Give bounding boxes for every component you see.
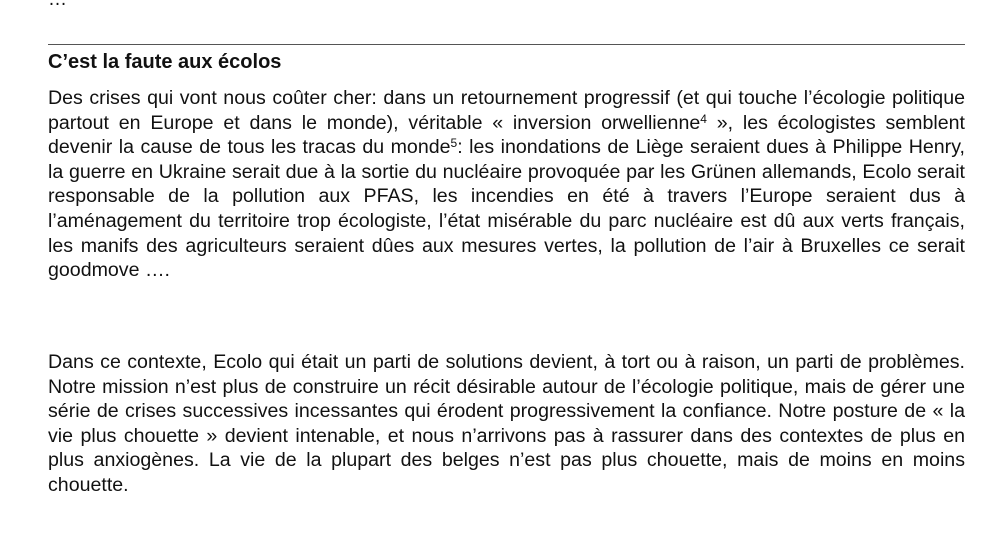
- footnote-ref-5[interactable]: 5: [450, 136, 458, 151]
- top-ellipsis: [48, 0, 68, 12]
- footnote-ref-4[interactable]: 4: [700, 111, 707, 126]
- section-title: C’est la faute aux écolos: [48, 51, 282, 73]
- paragraph-crises-part3: : les inondations de Liège seraient dues à Philippe Henry, la guerre en Ukraine serait due à la sortie du nucléaire provoquée par les Grünen allemands, Ecolo serait responsable de la pollution aux PFAS, les incendies en été à travers l’Europe seraient dus à l’aménagement du territoire trop écologiste, l’état misérable du parc nucléaire est dû aux verts français, les manifs des agriculteurs seraient dûes aux mesures vertes, la pollution de l’air à Bruxelles ce serait goodmove ….: [48, 136, 965, 282]
- section-divider: [48, 44, 965, 45]
- paragraph-crises-part2: », les écologistes semblent devenir la cause de tous les tracas du monde: [48, 111, 965, 159]
- paragraph-context: Dans ce contexte, Ecolo qui était un parti de solutions devient, à tort ou à raison, un parti de problèmes. Notre mission n’est plus de construire un récit désirable autour de l’écologie politique, mais de gérer une série de crises successives incessantes qui érodent progressivement la confiance. Notre posture de « la vie plus chouette » devient intenable, et nous n’arrivons pas à rassurer dans des contextes de plus en plus anxiogènes. La vie de la plupart des belges n’est pas plus chouette, mais de moins en moins chouette.: [48, 351, 965, 496]
- paragraph-crises: [48, 86, 965, 283]
- paragraph-crises-part1: Des crises qui vont nous coûter cher: dans un retournement progressif (et qui touche l’écologie politique partout en Europe et dans le monde), véritable « inversion orwellienne: [48, 87, 965, 134]
